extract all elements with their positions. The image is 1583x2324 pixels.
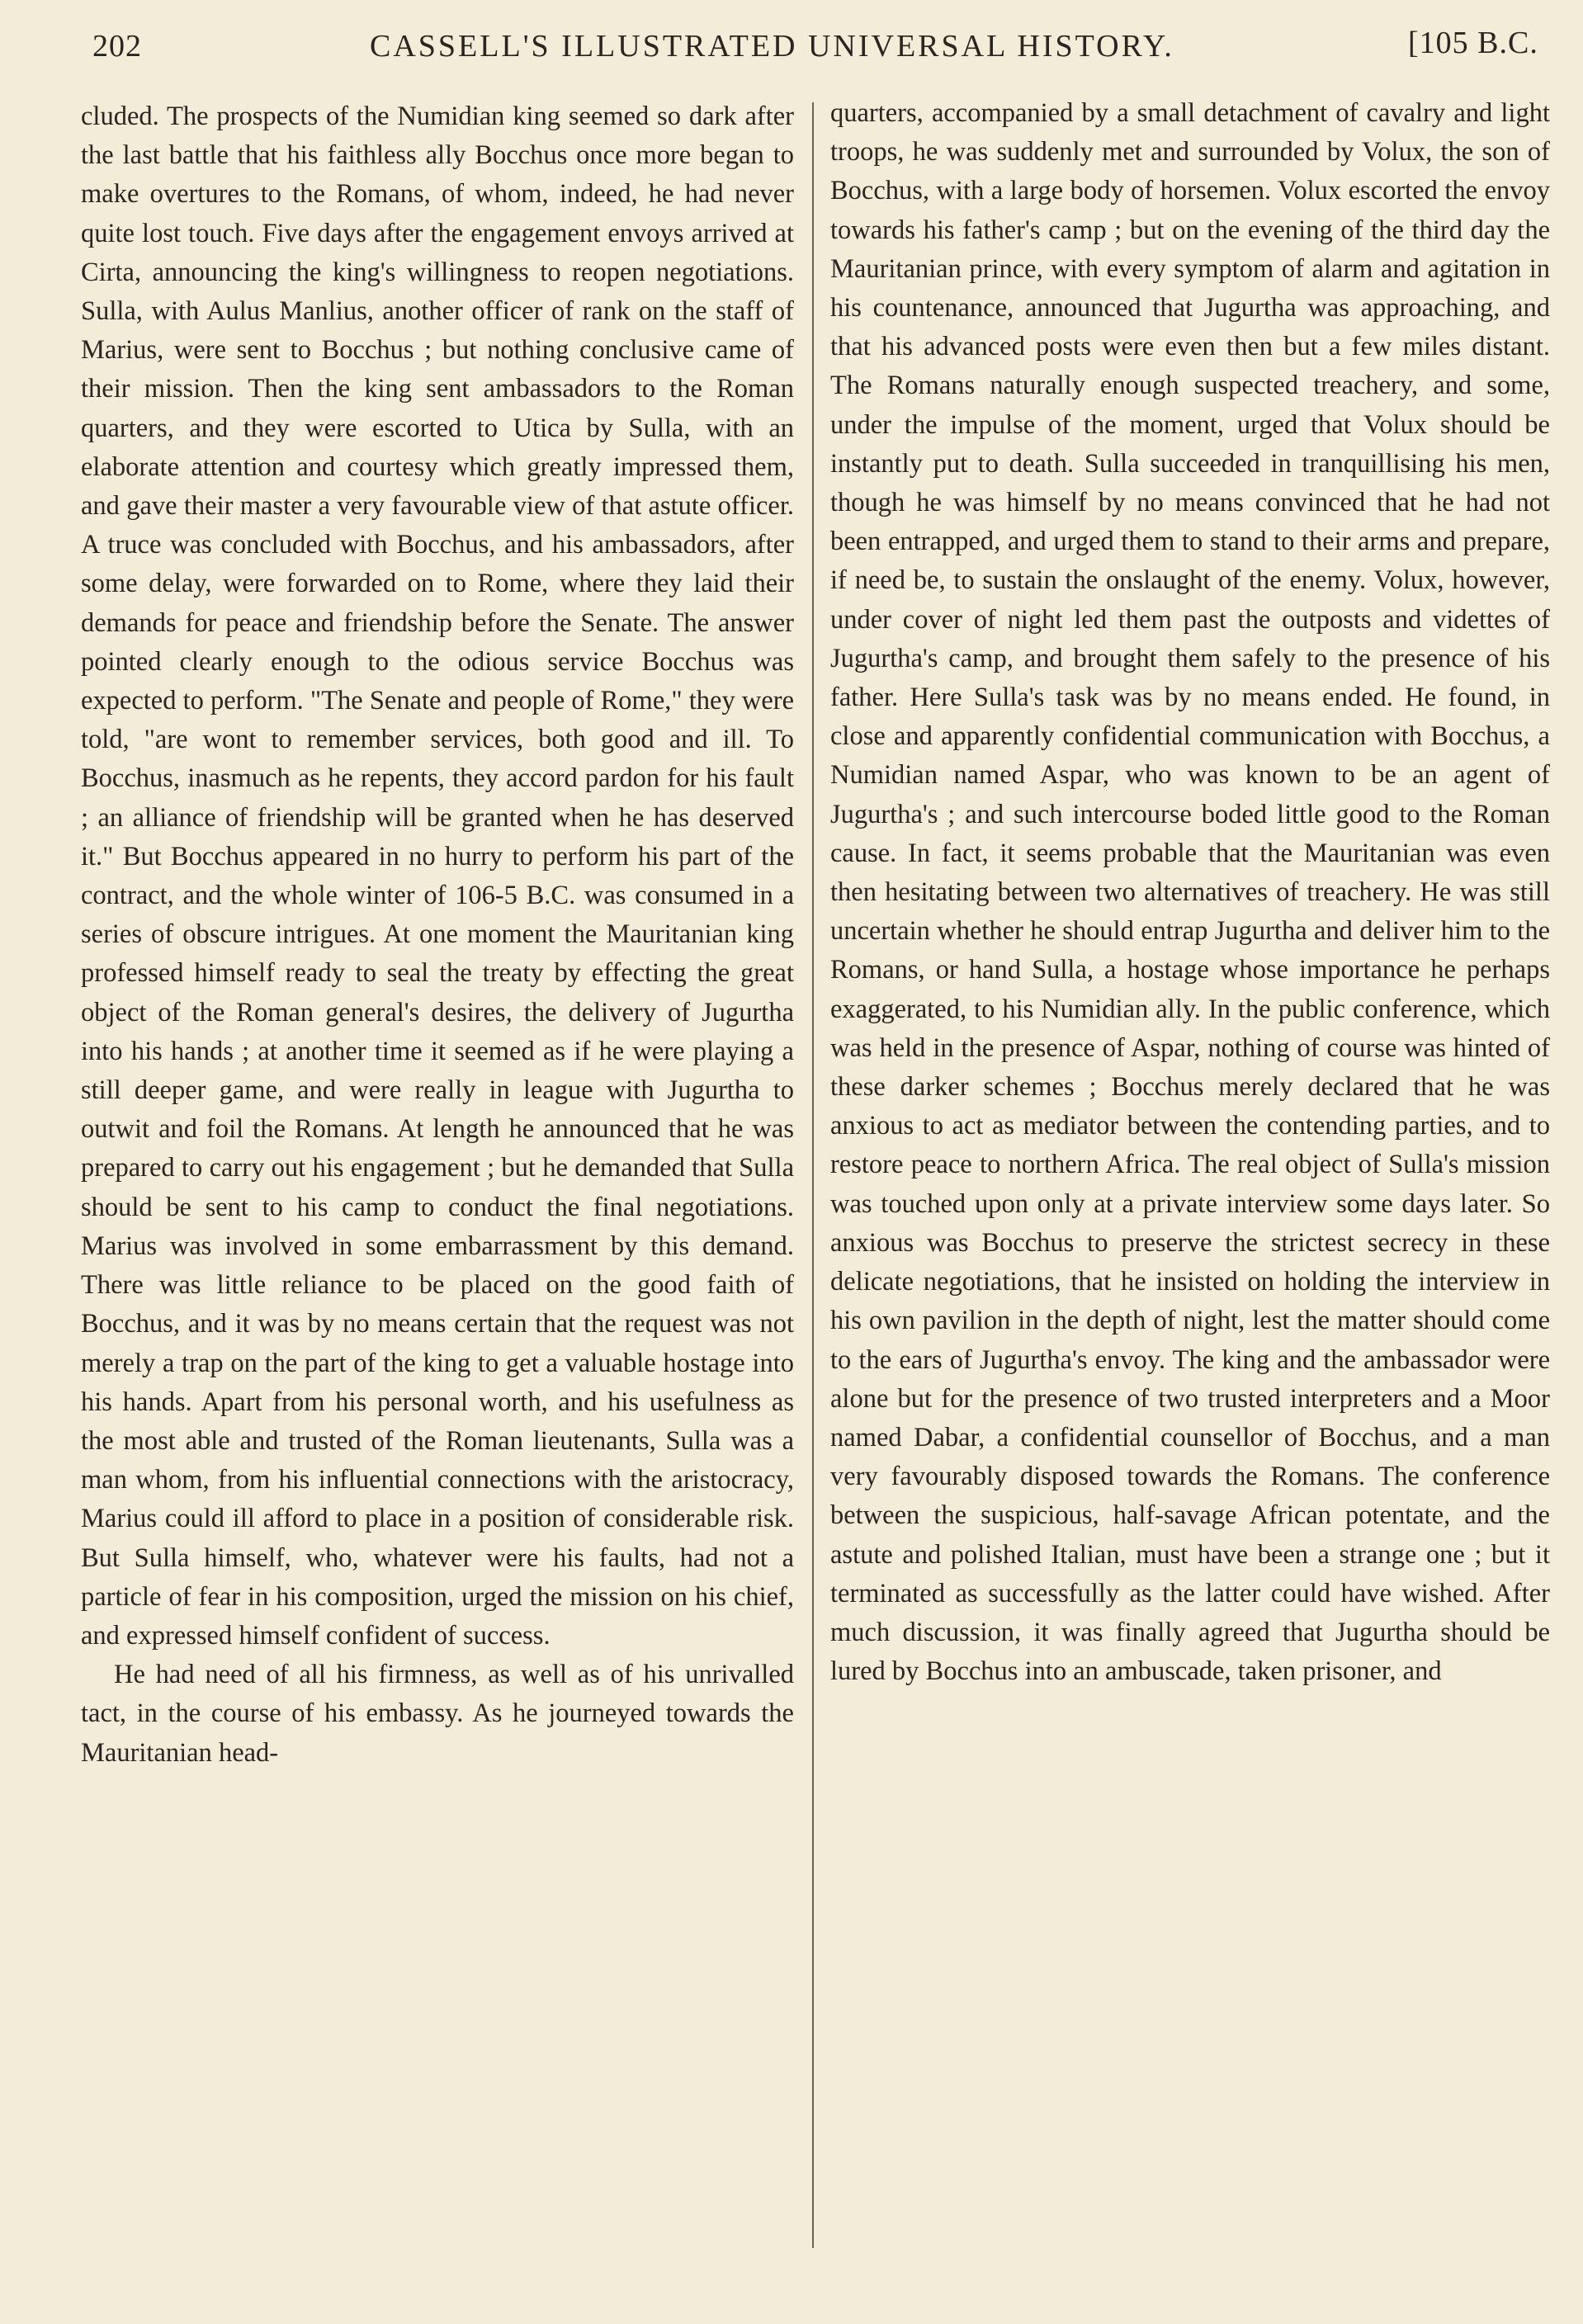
right-column — [830, 94, 1550, 2273]
paragraph: quarters, accompanied by a small detachment of cavalry and light troops, he was suddenly met and surrounded by Volux, the son of Bocchus, with a large body of horsemen. Volux escorted the envoy towards his father's camp ; but on the evening of the third day the Mauritanian prince, with every symptom of alarm and agitation in his countenance, announced that Jugurtha was approaching, and that his advanced posts were even then but a few miles distant. The Romans naturally enough suspected treachery, and some, under the impulse of the moment, urged that Volux should be instantly put to death. Sulla succeeded in tranquillising his men, though he was himself by no means convinced that he had not been entrapped, and urged them to stand to their arms and prepare, if need be, to sustain the onslaught of the enemy. Volux, however, under cover of night led them past the outposts and videttes of Jugurtha's camp, and brought them safely to the presence of his father. Here Sulla's task was by no means ended. He found, in close and apparently confidential communication with Bocchus, a Numidian named Aspar, who was known to be an agent of Jugurtha's ; and such intercourse boded little good to the Roman cause. In fact, it seems probable that the Mauritanian was even then hesitating between two alternatives of treachery. He was still uncertain whether he should entrap Jugurtha and deliver him to the Romans, or hand Sulla, a hostage whose importance he perhaps exaggerated, to his Numidian ally. In the public conference, which was held in the presence of Aspar, nothing of course was hinted of these darker schemes ; Bocchus merely declared that he was anxious to act as mediator between the contending parties, and to restore peace to northern Africa. The real object of Sulla's mission was touched upon only at a private interview some days later. So anxious was Bocchus to preserve the strictest secrecy in these delicate negotiations, that he insisted on holding the interview in his own pavilion in the depth of night, lest the matter should come to the ears of Jugurtha's envoy. The king and the ambassador were alone but for the presence of two trusted interpreters and a Moor named Dabar, a confidential counsellor of Bocchus, and a man very favourably disposed towards the Romans. The conference between the suspicious, half-savage African potentate, and the astute and polished Italian, must have been a strange one ; but it terminated as successfully as the latter could have wished. After much discussion, it was finally agreed that Jugurtha should be lured by Bocchus into an ambuscade, taken prisoner, and — [830, 98, 1550, 1687]
paragraph: cluded. The prospects of the Numidian king seemed so dark after the last battle that his faithless ally Bocchus once more began to make overtures to the Romans, of whom, indeed, he had never quite lost touch. Five days after the engagement envoys arrived at Cirta, announcing the king's willingness to reopen negotiations. Sulla, with Aulus Manlius, another officer of rank on the staff of Marius, were sent to Bocchus ; but nothing conclusive came of their mission. Then the king sent ambassadors to the Roman quarters, and they were escorted to Utica by Sulla, with an elaborate attention and courtesy which greatly impressed them, and gave their master a very favourable view of that astute officer. A truce was concluded with Bocchus, and his ambassadors, after some delay, were forwarded on to Rome, where they laid their demands for peace and friendship before the Senate. The answer pointed clearly enough to the odious service Bocchus was expected to perform. "The Senate and people of Rome," they were told, "are wont to remember services, both good and ill. To Bocchus, inasmuch as he repents, they accord pardon for his fault ; an alliance of friendship will be granted when he has deserved it." But Bocchus appeared in no hurry to perform his part of the contract, and the whole winter of 106-5 B.C. was consumed in a series of obscure intrigues. At one moment the Mauritanian king professed himself ready to seal the treaty by effecting the great object of the Roman general's desires, the delivery of Jugurtha into his hands ; at another time it seemed as if he were playing a still deeper game, and were really in league with Jugurtha to outwit and foil the Romans. At length he announced that he was prepared to carry out his engagement ; but he demanded that Sulla should be sent to his camp to conduct the final negotiations. Marius was involved in some embarrassment by this demand. There was little reliance to be placed on the good faith of Bocchus, and it was by no means certain that the request was not merely a trap on the part of the king to get a valuable hostage into his hands. Apart from his personal worth, and his usefulness as the most able and trusted of the Roman lieutenants, Sulla was a man whom, from his influential connections with the aristocracy, Marius could ill afford to place in a position of considerable risk. But Sulla himself, who, whatever were his faults, had not a particle of fear in his composition, urged the mission on his chief, and expressed himself confident of success. — [81, 102, 794, 1651]
column-divider — [812, 102, 814, 2248]
date-mark: [105 B.C. — [1408, 26, 1538, 60]
paragraph: He had need of all his firmness, as well as of his unrivalled tact, in the course of his embassy. As he journeyed towards the Mauritanian head- — [81, 1660, 794, 1768]
page-number: 202 — [92, 29, 142, 64]
running-title: CASSELL'S ILLUSTRATED UNIVERSAL HISTORY. — [370, 29, 1174, 64]
page-header — [0, 20, 1583, 78]
left-column — [81, 97, 794, 2276]
